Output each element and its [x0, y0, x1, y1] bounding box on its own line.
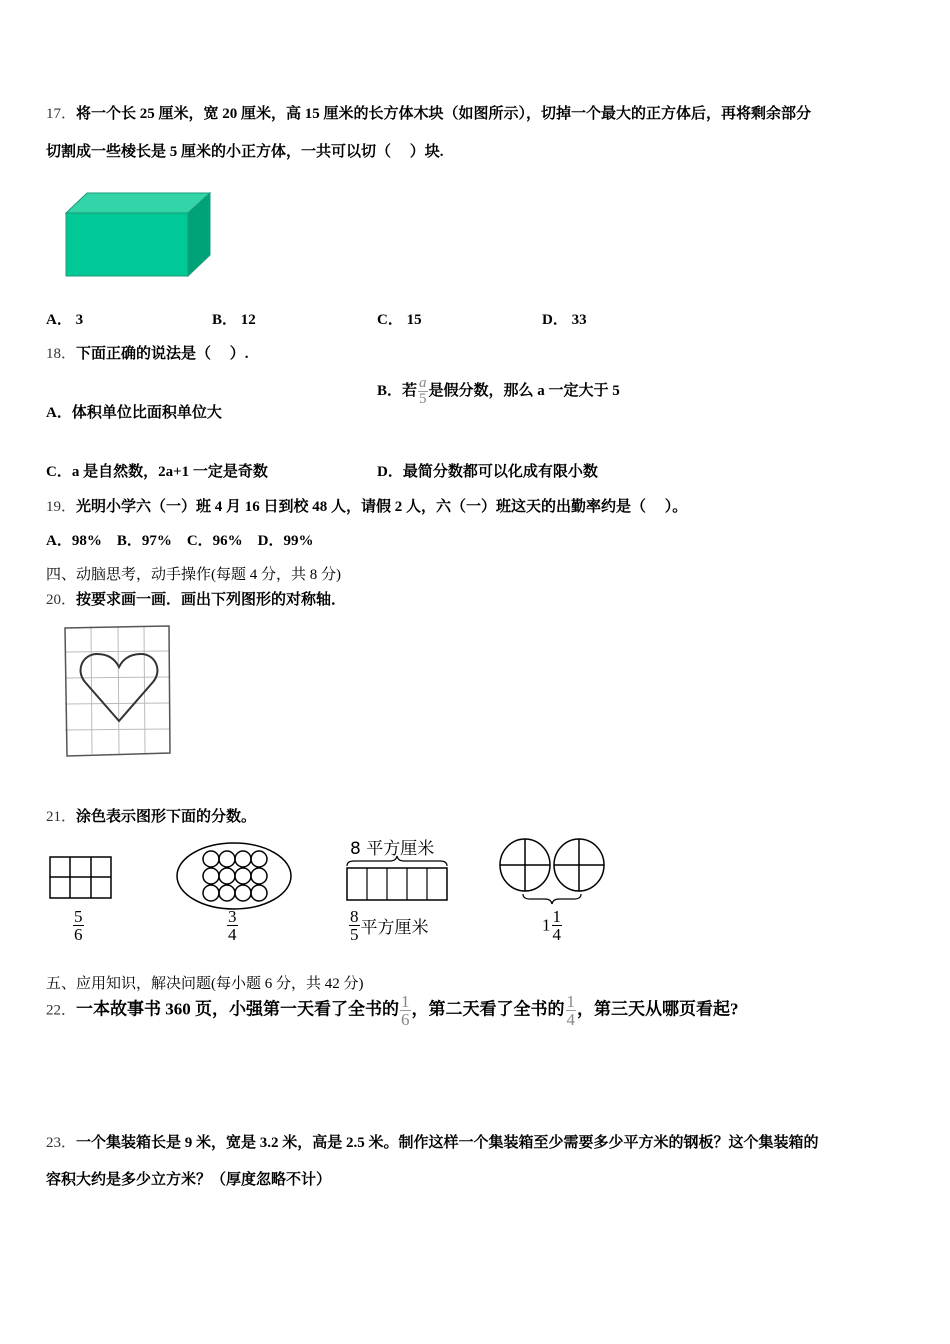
q22-number: 22． [46, 1002, 77, 1019]
q18-option-c[interactable]: C．a 是自然数，2a+1 一定是奇数 [46, 464, 268, 480]
q18-stem [46, 342, 249, 363]
cuboid-figure [60, 190, 220, 282]
q21-label-1: $\frac{5}{6}$ [74, 907, 83, 944]
q17-option-d[interactable]: D． 33 [542, 312, 587, 328]
bar-5-parts-figure[interactable] [344, 855, 450, 903]
q18-option-b[interactable]: B．若 $\frac{a}{5}$ 是假分数，那么 a 一定大于 5 [377, 375, 620, 407]
q19-text: 光明小学六（一）班 4 月 16 日到校 48 人，请假 2 人，六（一）班这天的出勤率约是（ ）。 [76, 499, 688, 515]
q23-line1 [46, 1131, 819, 1152]
q17-option-a[interactable]: A． 3 [46, 312, 84, 328]
q21-bar-top-label: 8 平方厘米 [350, 839, 435, 859]
q20-number: 20． [46, 592, 77, 608]
section-5-title: 五、应用知识，解决问题(每小题 6 分，共 42 分) [46, 976, 364, 992]
q19-options[interactable]: A．98% B．97% C．96% D．99% [46, 533, 314, 549]
q17-number: 17． [46, 106, 77, 122]
fraction-1-6: $\frac{1}{6}$ [401, 992, 410, 1029]
q21-text: 涂色表示图形下面的分数。 [76, 809, 257, 825]
q19-stem [46, 495, 687, 516]
q17-text-line2: 切割成一些棱长是 5 厘米的小正方体，一共可以切（ ）块. [46, 144, 444, 160]
q20-text: 按要求画一画．画出下列图形的对称轴． [76, 592, 347, 608]
q17-text-line1: 将一个长 25 厘米，宽 20 厘米，高 15 厘米的长方体木块（如图所示），切掉一个最大的正方体后，再将剩余部分 [76, 106, 812, 122]
q23-text-line2: 容积大约是多少立方米？（厚度忽略不计） [46, 1172, 332, 1188]
heart-grid-figure[interactable] [63, 624, 171, 758]
q19-number: 19． [46, 499, 77, 515]
fraction-1-4: $\frac{1}{4}$ [566, 992, 576, 1029]
q21-label-2: $\frac{3}{4}$ [228, 907, 237, 944]
q18-text: 下面正确的说法是（ ）. [76, 346, 249, 362]
q18-number: 18． [46, 346, 77, 362]
quartered-circles-figure[interactable] [497, 838, 609, 908]
q22-stem: 22．一本故事书 360 页，小强第一天看了全书的 $\frac{1}{6}$ ，第二天看了全书的 $\frac{1}{4}$ ，第三天从哪页看起? [46, 992, 739, 1029]
q21-label-3: $\frac{8}{5}$ 平方厘米 [350, 907, 429, 944]
q23-number: 23． [46, 1135, 77, 1151]
ellipse-circles-figure[interactable] [174, 840, 294, 912]
q21-stem [46, 805, 256, 826]
q21-number: 21． [46, 809, 77, 825]
q18-option-d[interactable]: D．最简分数都可以化成有限小数 [377, 464, 598, 480]
q23-text-line1: 一个集装箱长是 9 米，宽是 3.2 米，高是 2.5 米。制作这样一个集装箱至少需要多少平方米的钢板？这个集装箱的 [76, 1135, 819, 1151]
q20-stem [46, 588, 346, 609]
q21-label-4: 1 $\frac{1}{4}$ [542, 907, 561, 944]
section-4-title: 四、动脑思考，动手操作(每题 4 分，共 8 分) [46, 567, 341, 583]
q17-option-c[interactable]: C． 15 [377, 312, 422, 328]
fraction-a-over-5: $\frac{a}{5}$ [419, 375, 427, 407]
rect-2x3-figure[interactable] [48, 855, 114, 901]
q18-option-a[interactable]: A．体积单位比面积单位大 [46, 405, 222, 421]
q17-line1 [46, 102, 811, 123]
q17-option-b[interactable]: B． 12 [212, 312, 256, 328]
